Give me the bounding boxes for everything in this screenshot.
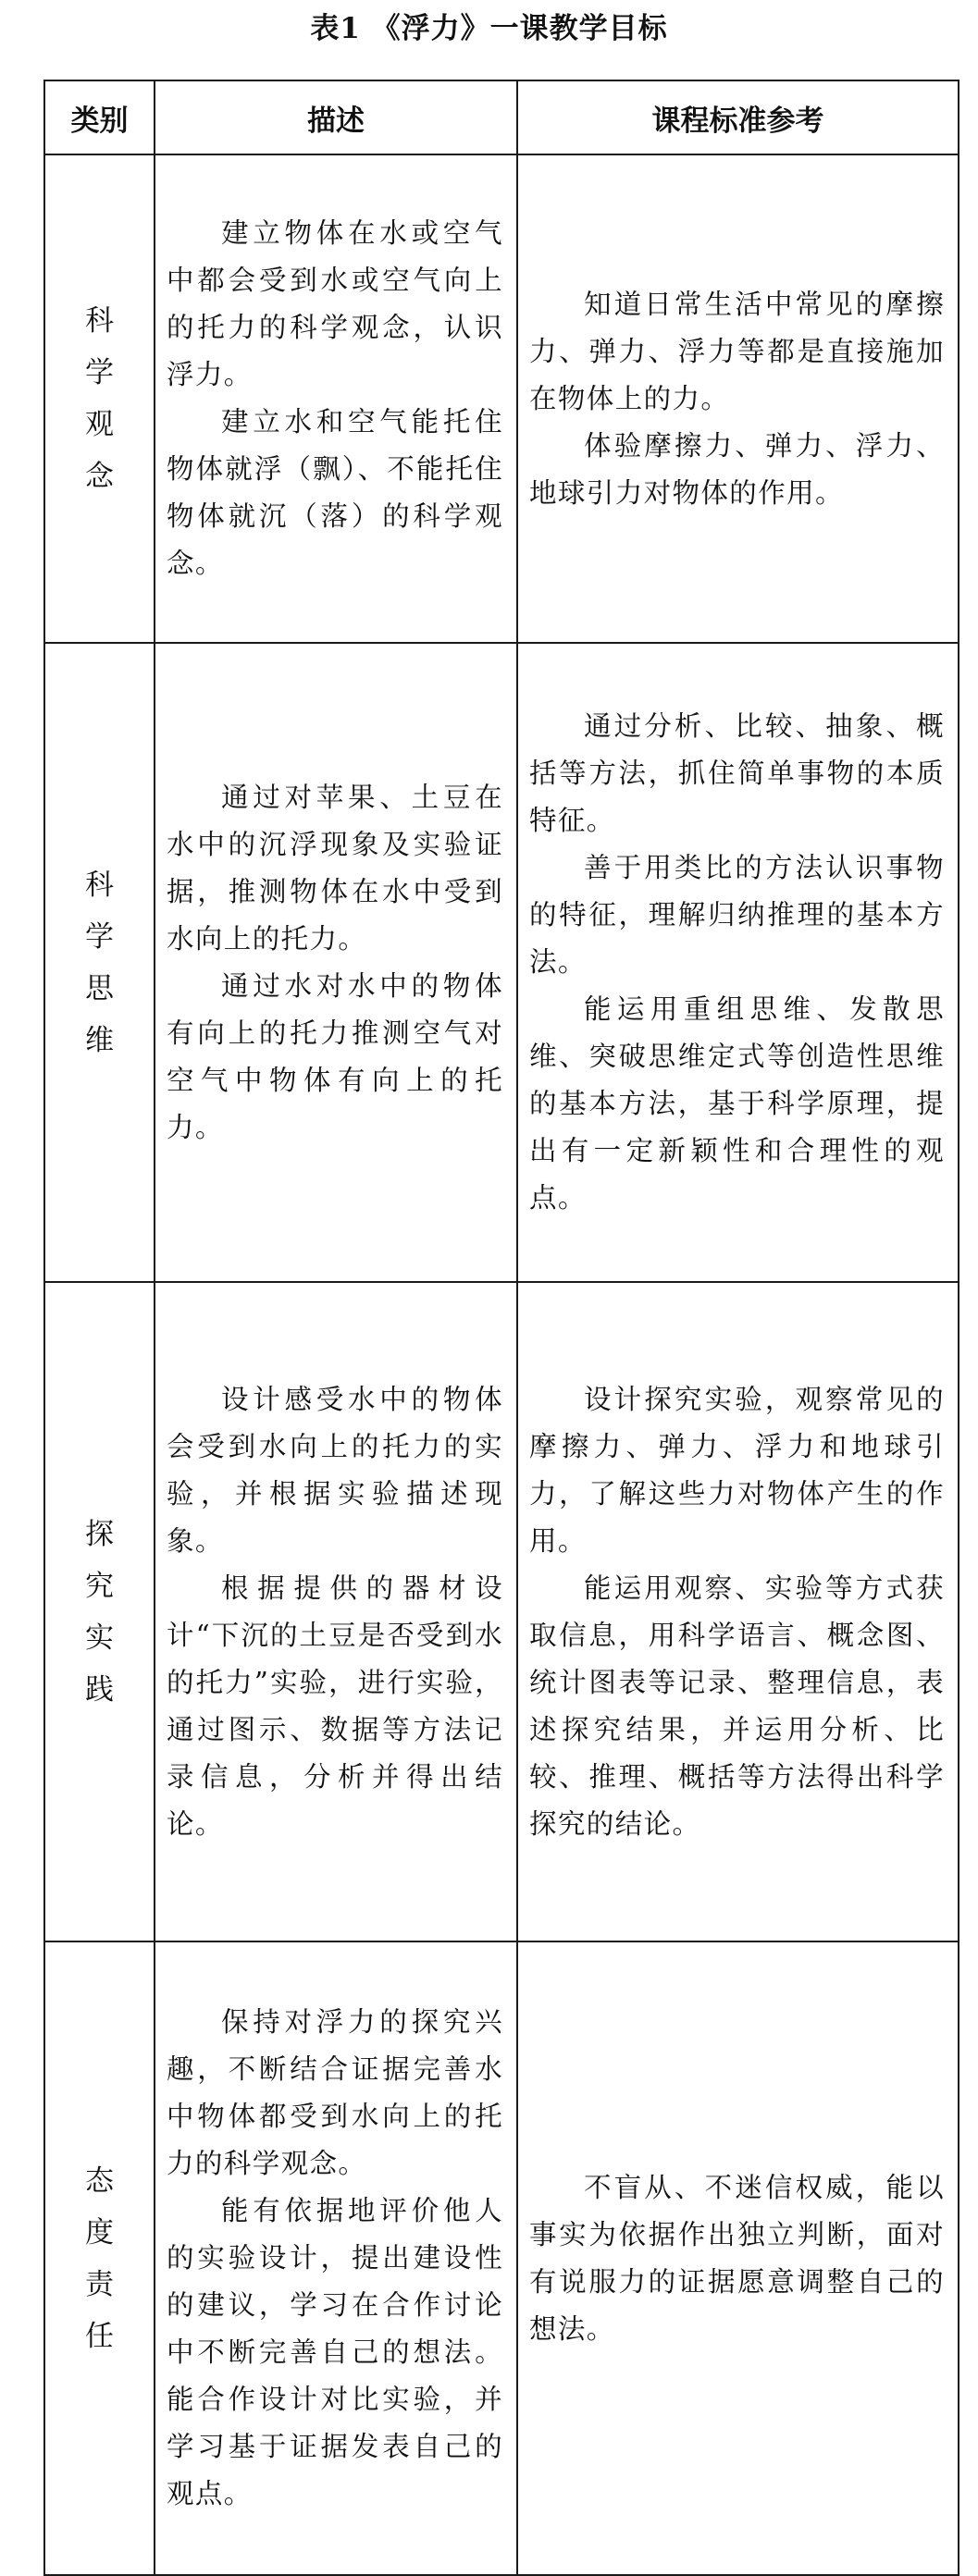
table-row [44,1941,959,2575]
category-cell [44,154,155,643]
description-cell [155,1941,517,2575]
standard-paragraph: 能运用重组思维、发散思维、突破思维定式等创造性思维的基本方法，基于科学原理，提出有一定新颖性和合理性的观点。 [529,993,945,1214]
description-paragraph: 通过水对水中的物体有向上的托力推测空气对空气中物体有向上的托力。 [167,969,503,1143]
category-char: 科 [85,304,114,338]
standard-paragraph: 通过分析、比较、抽象、概括等方法，抓住简单事物的本质特征。 [529,710,945,836]
category-cell [44,1282,155,1941]
teaching-goals-table [43,80,959,2576]
description-cell [155,154,517,643]
description-paragraph: 建立水和空气能托住物体就浮（飘）、不能托住物体就沉（落）的科学观念。 [167,406,503,579]
table-row [44,643,959,1282]
category-char: 科 [85,868,114,902]
description-cell [155,643,517,1282]
standard-cell [517,1941,959,2575]
category-char: 观 [85,408,114,441]
table-caption: 表1 《浮力》一课教学目标 [310,12,668,45]
standard-paragraph: 能运用观察、实验等方式获取信息，用科学语言、概念图、统计图表等记录、整理信息，表述探究结果，并运用分析、比较、推理、概括等方法得出科学探究的结论。 [529,1571,945,1840]
description-paragraph: 保持对浮力的探究兴趣，不断结合证据完善水中物体都受到水向上的托力的科学观念。 [167,2006,503,2179]
standard-paragraph: 体验摩擦力、弹力、浮力、地球引力对物体的作用。 [529,429,945,509]
category-cell [44,643,155,1282]
category-char: 态 [85,2163,114,2198]
description-paragraph: 设计感受水中的物体会受到水向上的托力的实验，并根据实验描述现象。 [167,1383,503,1557]
table-row [44,154,959,643]
category-char: 念 [85,460,114,493]
standard-paragraph: 善于用类比的方法认识事物的特征，理解归纳推理的基本方法。 [529,852,945,978]
category-char: 思 [85,971,114,1005]
header-category: 类别 [44,80,155,154]
header-description: 描述 [155,80,517,154]
category-char: 责 [85,2267,114,2301]
category-char: 践 [85,1672,114,1707]
category-char: 度 [85,2215,114,2249]
category-cell [44,1941,155,2575]
description-paragraph: 能有依据地评价他人的实验设计，提出建设性的建议，学习在合作讨论中不断完善自己的想法。能合作设计对比实验，并学习基于证据发表自己的观点。 [167,2195,503,2509]
standard-paragraph: 知道日常生活中常见的摩擦力、弹力、浮力等都是直接施加在物体上的力。 [529,288,945,414]
standard-cell [517,1282,959,1941]
standard-paragraph: 不盲从、不迷信权威，能以事实为依据作出独立判断，面对有说服力的证据愿意调整自己的想法。 [529,2171,945,2345]
category-char: 探 [85,1517,114,1551]
description-paragraph: 通过对苹果、土豆在水中的沉浮现象及实验证据，推测物体在水中受到水向上的托力。 [167,781,503,955]
standard-paragraph: 设计探究实验，观察常见的摩擦力、弹力、浮力和地球引力，了解这些力对物体产生的作用。 [529,1383,945,1557]
table-row [44,1282,959,1941]
category-char: 究 [85,1569,114,1603]
category-char: 实 [85,1621,114,1655]
standard-cell [517,643,959,1282]
category-char: 学 [85,919,114,954]
header-row [44,80,959,154]
description-paragraph: 根据提供的器材设计“下沉的土豆是否受到水的托力”实验，进行实验，通过图示、数据等方法记录信息，分析并得出结论。 [167,1571,503,1840]
description-cell [155,1282,517,1941]
description-paragraph: 建立物体在水或空气中都会受到水或空气向上的托力的科学观念，认识浮力。 [167,217,503,390]
category-char: 任 [85,2319,114,2353]
standard-cell [517,154,959,643]
category-char: 学 [85,356,114,389]
header-standard: 课程标准参考 [517,80,959,154]
category-char: 维 [85,1023,114,1057]
